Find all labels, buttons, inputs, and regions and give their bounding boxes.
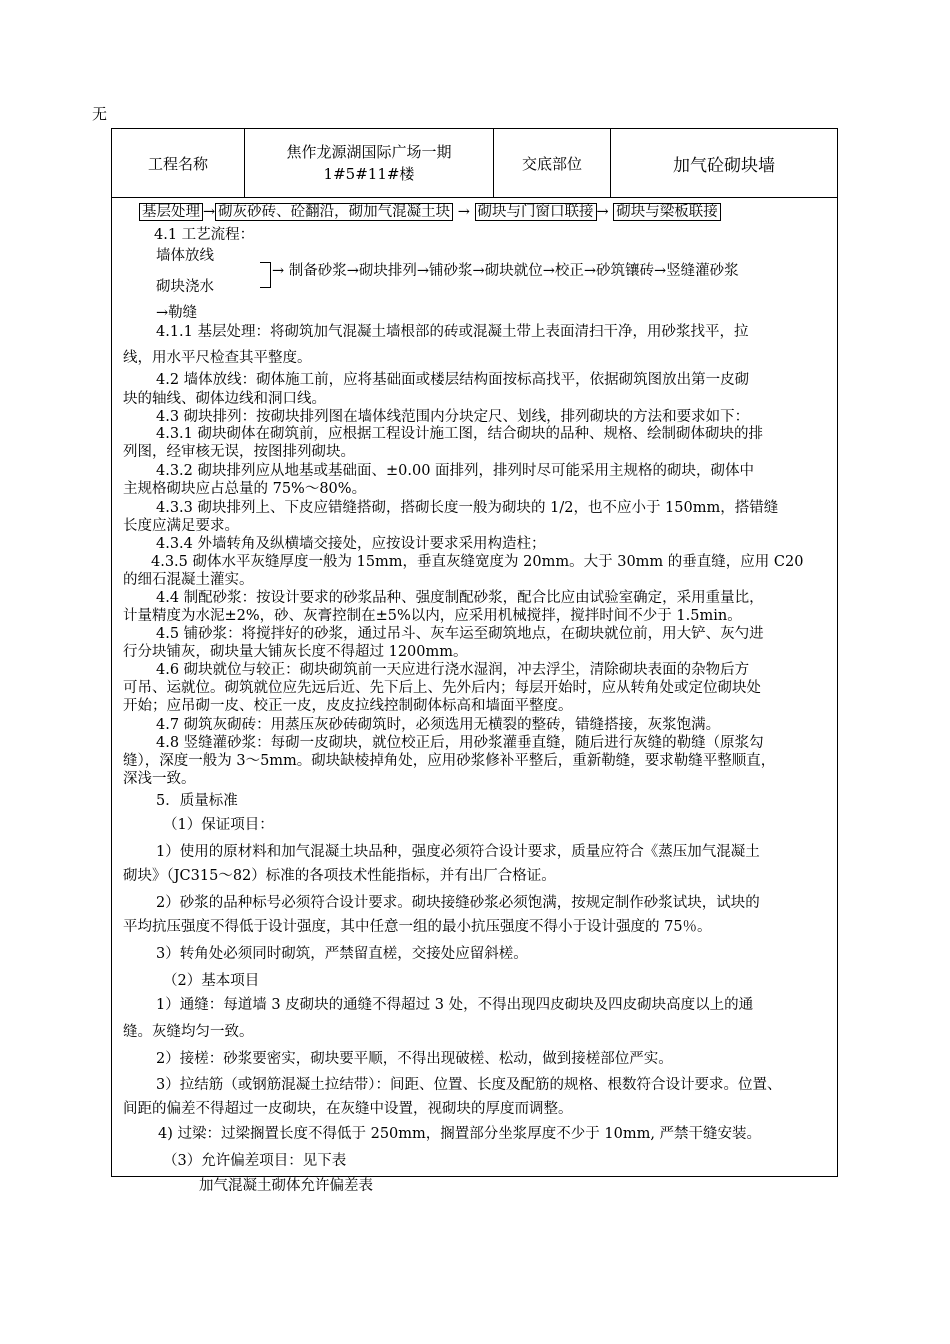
subsection-heading: （3）允许偏差项目：见下表 (163, 1153, 347, 1169)
flow-box-beam: 砌块与梁板联接 (613, 203, 721, 221)
subsection-heading: （2）基本项目 (163, 973, 260, 989)
corner-mark: 无 (92, 105, 108, 123)
flow-box-window: 砌块与门窗口联接 (475, 203, 597, 221)
text-line: 3）转角处必须同时砌筑，严禁留直槎，交接处应留斜槎。 (156, 946, 528, 962)
text-line: 块的轴线、砌体边线和洞口线。 (123, 391, 326, 407)
text-line: 4.7 砌筑灰砌砖：用蒸压灰砂砖砌筑时，必须选用无横裂的整砖，错缝搭接，灰浆饱满。 (156, 717, 721, 733)
flow-arrow: → (457, 204, 470, 220)
flow-box-laying: 砌灰砂砖、砼翻沿，砌加气混凝土块 (215, 203, 453, 221)
project-name-cell (245, 129, 494, 197)
text-line: 平均抗压强度不得低于设计强度，其中任意一组的最小抗压强度不得小于设计强度的 75％。 (123, 919, 712, 935)
text-line: 深浅一致。 (123, 771, 196, 787)
part-value: 加气砼砌块墙 (673, 155, 775, 176)
process-tail: →勒缝 (156, 305, 198, 321)
text-line: 4.2 墙体放线：砌体施工前，应将基础面或楼层结构面按标高找平，依据砌筑图放出第一皮砌 (156, 372, 750, 388)
text-line: 长度应满足要求。 (123, 518, 239, 534)
text-line: 缝。灰缝均匀一致。 (123, 1024, 254, 1040)
text-line: 4) 过梁：过梁搁置长度不得低于 250mm，搁置部分坐浆厚度不少于 10mm, 严禁干缝安装。 (158, 1126, 762, 1142)
process-bracket (260, 262, 271, 288)
text-line: 间距的偏差不得超过一皮砌块，在灰缝中设置，视砌块的厚度而调整。 (123, 1101, 573, 1117)
project-name: 焦作龙源湖国际广场一期 (286, 143, 452, 161)
flow-box-base: 基层处理 (139, 203, 203, 221)
process-left-2: 砌块浇水 (156, 279, 214, 295)
text-line: 4.3.3 砌块排列上、下皮应错缝搭砌，搭砌长度一般为砌块的 1/2，也不应小于 150mm，搭错缝 (156, 500, 779, 516)
subsection-heading: （1）保证项目： (163, 817, 274, 833)
text-line: 4.3.5 砌体水平灰缝厚度一般为 15mm，垂直灰缝宽度为 20mm。大于 30mm 的垂直缝，应用 C20 (151, 554, 804, 570)
text-line: 4.5 铺砂浆：将搅拌好的砂浆，通过吊斗、灰车运至砌筑地点，在砌块就位前，用大铲、灰勺进 (156, 626, 764, 642)
section-heading: 5．质量标准 (156, 793, 238, 809)
text-line: 3）拉结筋（或钢筋混凝土拉结带）：间距、位置、长度及配筋的规格、根数符合设计要求。位置、 (156, 1077, 782, 1093)
text-line: 列图，经审核无误，按图排列砌块。 (123, 444, 355, 460)
flow-arrow: → (203, 204, 216, 220)
text-line: 4.4 制配砂浆：按设计要求的砂浆品种、强度制配砂浆，配合比应由试验室确定，采用重量比， (156, 590, 764, 606)
text-line: 4.3.2 砌块排列应从地基或基础面、±0.00 面排列，排列时尽可能采用主规格的砌块，砌体中 (156, 463, 755, 479)
text-line: 2）接槎：砂浆要密实，砌块要平顺，不得出现破槎、松动，做到接槎部位严实。 (156, 1051, 673, 1067)
flow-arrow: → (596, 204, 609, 220)
text-line: 4.6 砌块就位与较正：砌块砌筑前一天应进行浇水湿润，冲去浮尘，清除砌块表面的杂物后方 (156, 662, 750, 678)
text-line: 1）使用的原材料和加气混凝土块品种，强度必须符合设计要求，质量应符合《蒸压加气混凝土 (156, 844, 760, 860)
text-line: 砌块》（JC315～82）标准的各项技术性能指标，并有出厂合格证。 (123, 868, 556, 884)
text-line: 开始；应吊砌一皮、校正一皮，皮皮拉线控制砌体标高和墙面平整度。 (123, 698, 573, 714)
process-left-1: 墙体放线 (156, 248, 214, 264)
flow-top (139, 200, 721, 221)
text-line: 4.3 砌块排列：按砌块排列图在墙体线范围内分块定尺、划线，排列砌块的方法和要求如下： (156, 409, 750, 425)
text-line: 2）砂浆的品种标号必须符合设计要求。砌块接缝砂浆必须饱满，按规定制作砂浆试块，试块的 (156, 895, 760, 911)
text-line: 4.3.1 砌块砌体在砌筑前，应根据工程设计施工图，结合砌块的品种、规格、绘制砌体砌块的排 (156, 426, 763, 442)
project-buildings: 1#5#11#楼 (323, 165, 415, 183)
text-line: 行分块铺灰，砌块量大铺灰长度不得超过 1200mm。 (123, 644, 468, 660)
process-heading: 4.1 工艺流程： (154, 227, 255, 243)
text-line: 计量精度为水泥±2%，砂、灰膏控制在±5%以内，应采用机械搅拌，搅拌时间不少于 1.5min。 (123, 608, 742, 624)
text-line: 的细石混凝土灌实。 (123, 572, 254, 588)
header-row (112, 129, 837, 198)
text-line: 4.1.1 基层处理：将砌筑加气混凝土墙根部的砖或混凝土带上表面清扫干净，用砂浆找平，拉 (156, 324, 749, 340)
label-part: 交底部位 (494, 129, 611, 197)
text-line: 缝），深度一般为 3～5mm。砌块缺棱掉角处，应用砂浆修补平整后，重新勒缝，要求勒缝平整顺直， (123, 753, 776, 769)
table-caption: 加气混凝土砌体允许偏差表 (199, 1178, 373, 1194)
text-line: 4.8 竖缝灌砂浆：每砌一皮砌块，就位校正后，用砂浆灌垂直缝，随后进行灰缝的勒缝（原浆勾 (156, 735, 764, 751)
text-line: 线，用水平尺检查其平整度。 (123, 350, 312, 366)
text-line: 1）通缝：每道墙 3 皮砌块的通缝不得超过 3 处，不得出现四皮砌块及四皮砌块高度以上的通 (156, 997, 754, 1013)
text-line: 可吊、运就位。砌筑就位应先远后近、先下后上、先外后内；每层开始时，应从转角处或定位砌块处 (123, 680, 761, 696)
label-project-name: 工程名称 (112, 129, 245, 197)
process-flow: → 制备砂浆→砌块排列→铺砂浆→砌块就位→校正→砂筑镶砖→竖缝灌砂浆 (272, 263, 739, 279)
text-line: 主规格砌块应占总量的 75%～80%。 (123, 481, 367, 497)
text-line: 4.3.4 外墙转角及纵横墙交接处，应按设计要求采用构造柱； (156, 536, 546, 552)
disclosure-form (111, 128, 838, 1194)
